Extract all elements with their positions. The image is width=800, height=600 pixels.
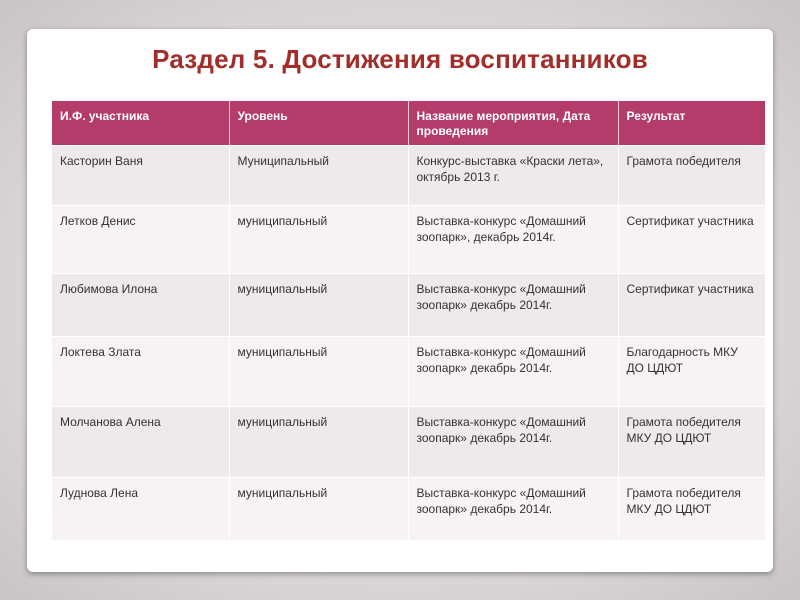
table-row [52,478,765,541]
cell-event: Конкурс-выставка «Краски лета», октябрь 2013 г. [408,146,618,206]
table-header-row [52,101,765,146]
cell-participant: Локтева Злата [52,337,229,407]
cell-participant: Касторин Ваня [52,146,229,206]
cell-participant: Любимова Илона [52,274,229,337]
cell-participant: Луднова Лена [52,478,229,541]
cell-result: Благодарность МКУ ДО ЦДЮТ [618,337,765,407]
table-row [52,274,765,337]
header-level: Уровень [229,101,408,146]
table-row [52,407,765,478]
cell-event: Выставка-конкурс «Домашний зоопарк» декабрь 2014г. [408,274,618,337]
header-event: Название мероприятия, Дата проведения [408,101,618,146]
cell-level: муниципальный [229,274,408,337]
cell-level: Муниципальный [229,146,408,206]
page-title: Раздел 5. Достижения воспитанников [152,44,648,74]
cell-level: муниципальный [229,337,408,407]
cell-result: Грамота победителя МКУ ДО ЦДЮТ [618,407,765,478]
table-row [52,146,765,206]
cell-level: муниципальный [229,407,408,478]
cell-result: Грамота победителя [618,146,765,206]
table-row [52,337,765,407]
table-row [52,206,765,274]
header-participant: И.Ф. участника [52,101,229,146]
cell-result: Сертификат участника [618,206,765,274]
cell-event: Выставка-конкурс «Домашний зоопарк» декабрь 2014г. [408,478,618,541]
cell-result: Сертификат участника [618,274,765,337]
cell-level: муниципальный [229,478,408,541]
cell-event: Выставка-конкурс «Домашний зоопарк» декабрь 2014г. [408,407,618,478]
header-result: Результат [618,101,765,146]
cell-event: Выставка-конкурс «Домашний зоопарк» декабрь 2014г. [408,337,618,407]
achievements-table [52,101,765,540]
cell-participant: Молчанова Алена [52,407,229,478]
cell-participant: Летков Денис [52,206,229,274]
cell-result: Грамота победителя МКУ ДО ЦДЮТ [618,478,765,541]
cell-event: Выставка-конкурс «Домашний зоопарк», декабрь 2014г. [408,206,618,274]
cell-level: муниципальный [229,206,408,274]
